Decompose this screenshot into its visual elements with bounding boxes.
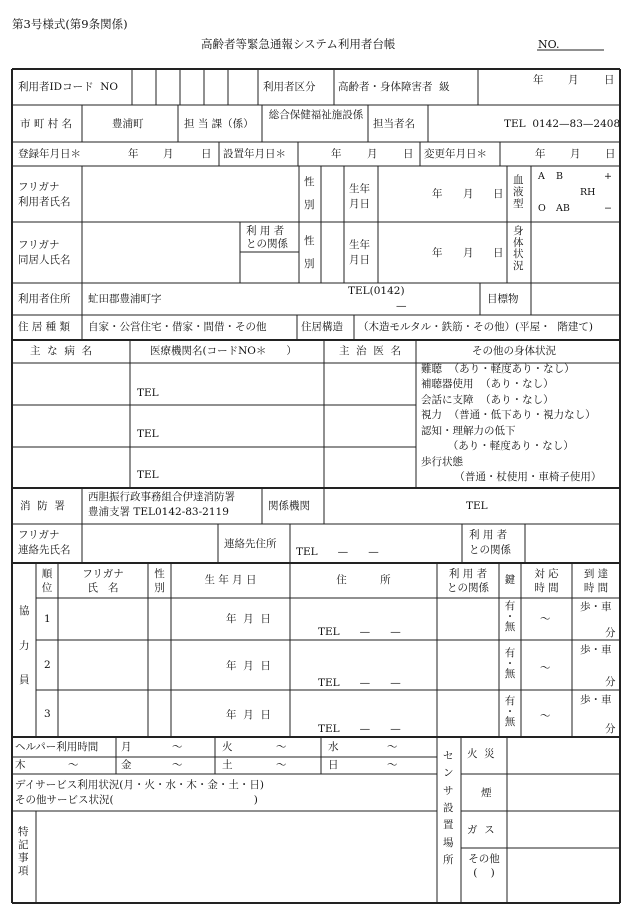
physical-condition-label: 身 体 状 況 <box>513 225 524 272</box>
helper-row-3-key: 有 ・ 無 <box>504 695 516 728</box>
user-birth-month: 月 <box>463 188 474 200</box>
day-tue-tilde: 〜 <box>276 741 287 753</box>
fire-station-label: 消 防 署 <box>20 500 65 512</box>
related-agency-tel: TEL <box>466 500 488 512</box>
cohabitant-birth-month: 月 <box>463 247 474 259</box>
condition-walking: 歩行状態 <box>421 456 463 468</box>
row1-day: 日 <box>604 74 615 86</box>
day-sun-label: 日 <box>328 759 339 771</box>
doctor-column-header: 主 治 医 名 <box>339 345 402 357</box>
sensor-other: その他 ( ) <box>468 853 500 880</box>
user-name-label: フリガナ 利用者氏名 <box>18 181 71 209</box>
cohabitant-birth-year: 年 <box>432 247 443 259</box>
blood-type-label: 血 液 型 <box>513 174 524 211</box>
change-date-label: 変更年月日＊ <box>424 148 487 160</box>
contact-tel: TEL — — <box>296 546 379 558</box>
user-birth-label: 生年 月日 <box>349 183 370 210</box>
blood-o: O <box>538 203 546 214</box>
person-label: 担当者名 <box>373 118 415 130</box>
helper-row-3-minutes: 分 <box>605 723 616 735</box>
day-thu-tilde: 〜 <box>68 759 79 771</box>
helper-row-3-response: 〜 <box>540 710 551 722</box>
user-address-value: 虻田郡豊浦町字 <box>88 293 162 305</box>
condition-cognition-options: （あり・軽度あり・なし） <box>421 440 574 452</box>
helper-row-3-birth: 年 月 日 <box>226 709 271 721</box>
institution-tel-2: TEL <box>137 428 159 440</box>
user-tel-dash: — <box>396 300 407 312</box>
contact-address-label: 連絡先住所 <box>224 538 277 550</box>
day-mon-tilde: 〜 <box>172 741 183 753</box>
helpers-side-label: 協 力 員 <box>19 605 30 687</box>
landmark-label: 目標物 <box>487 293 519 305</box>
user-sex-label: 性 別 <box>304 176 315 212</box>
condition-vision: 視力 （普通・低下あり・視力なし） <box>421 409 596 421</box>
row1-month: 月 <box>568 74 579 86</box>
rh-plus: + <box>604 171 612 182</box>
dept-label: 担 当 課（係） <box>184 118 254 130</box>
install-day: 日 <box>403 148 414 160</box>
day-mon-label: 月 <box>121 741 132 753</box>
helper-row-1-tel: TEL — — <box>318 626 401 638</box>
day-fri-tilde: 〜 <box>172 759 183 771</box>
house-structure-value: （木造モルタル・鉄筋・その他）(平屋・ 階建て) <box>358 321 593 333</box>
install-month: 月 <box>367 148 378 160</box>
helper-arrival-header: 到 達 時 間 <box>583 568 609 594</box>
helper-row-2-birth: 年 月 日 <box>226 660 271 672</box>
user-tel-prefix: TEL(0142) <box>348 285 405 297</box>
helper-response-header: 対 応 時 間 <box>534 568 559 594</box>
blood-b: B <box>556 171 563 182</box>
registration-date-label: 登録年月日＊ <box>18 148 81 160</box>
institution-tel-1: TEL <box>137 387 159 399</box>
helper-row-3-tel: TEL — — <box>318 723 401 735</box>
day-wed-label: 水 <box>328 741 339 753</box>
sensor-gas: ガ ス <box>467 824 495 836</box>
reg-month: 月 <box>163 148 174 160</box>
cohabitant-relation-label: 利 用 者 との関係 <box>246 225 288 251</box>
user-category-label: 利用者区分 <box>263 81 316 93</box>
helper-row-3-order: 3 <box>44 708 51 720</box>
disease-column-header: 主 な 病 名 <box>30 345 93 357</box>
helper-row-2-response: 〜 <box>540 662 551 674</box>
user-birth-year: 年 <box>432 188 443 200</box>
reg-year: 年 <box>128 148 139 160</box>
day-sun-tilde: 〜 <box>387 759 398 771</box>
day-fri-label: 金 <box>121 759 132 771</box>
helper-order-header: 順 位 <box>41 568 53 594</box>
helper-name-header: フリガナ 氏 名 <box>82 568 124 594</box>
helper-relation-header: 利 用 者 との関係 <box>447 568 489 594</box>
institution-tel-3: TEL <box>137 469 159 481</box>
helper-row-1-key: 有 ・ 無 <box>504 600 516 633</box>
helper-row-1-birth: 年 月 日 <box>226 613 271 625</box>
helper-address-header: 住 所 <box>336 574 391 586</box>
municipality-value: 豊浦町 <box>112 118 144 130</box>
condition-hearing-aid: 補聴器使用 （あり・なし） <box>421 378 554 390</box>
condition-walking-options: （普通・杖使用・車椅子使用） <box>421 471 602 483</box>
cohabitant-birth-day: 日 <box>493 247 504 259</box>
municipality-label: 市 町 村 名 <box>20 118 73 130</box>
dept-tel: TEL 0142—83—2408 <box>504 118 621 130</box>
related-agency-label: 関係機関 <box>268 500 310 512</box>
condition-cognition: 認知・理解力の低下 <box>421 425 516 437</box>
rh-label: RH <box>580 187 596 198</box>
other-condition-column-header: その他の身体状況 <box>472 345 556 357</box>
change-year: 年 <box>535 148 546 160</box>
helper-time-label: ヘルパー利用時間 <box>15 741 99 753</box>
form-title: 高齢者等緊急通報システム利用者台帳 <box>201 37 396 51</box>
day-sat-tilde: 〜 <box>276 759 287 771</box>
sensor-smoke: 煙 <box>481 787 492 799</box>
user-id-label: 利用者IDコード NO <box>18 81 119 93</box>
contact-name-label: フリガナ 連絡先氏名 <box>18 529 71 557</box>
change-day: 日 <box>605 148 616 160</box>
reg-day: 日 <box>201 148 212 160</box>
user-address-label: 利用者住所 <box>18 293 71 305</box>
fire-station-value: 西胆振行政事務組合伊達消防署 豊浦支署 TEL0142-83-2119 <box>88 491 235 519</box>
row1-year: 年 <box>533 74 544 86</box>
sensor-location-label: セ ン サ 設 置 場 所 <box>443 750 454 866</box>
helper-row-2-tel: TEL — — <box>318 677 401 689</box>
institution-column-header: 医療機関名(コードNO＊ ） <box>150 345 297 357</box>
rh-minus: − <box>604 203 612 214</box>
helper-row-1-response: 〜 <box>540 613 551 625</box>
blood-ab: AB <box>556 203 570 214</box>
helper-sex-header: 性 別 <box>154 568 165 594</box>
helper-row-1-walk-car: 歩・車 <box>580 601 612 613</box>
day-sat-label: 土 <box>222 759 233 771</box>
helper-row-3-walk-car: 歩・車 <box>580 694 612 706</box>
user-category-value: 高齢者・身体障害者 級 <box>338 81 450 93</box>
blood-a: A <box>538 171 545 182</box>
sensor-fire: 火 災 <box>467 748 495 760</box>
helper-key-header: 鍵 <box>504 574 516 586</box>
house-structure-label: 住居構造 <box>301 321 343 333</box>
day-tue-label: 火 <box>222 741 233 753</box>
day-service-status: デイサービス利用状況(月・火・水・木・金・土・日) <box>15 779 264 791</box>
other-service-status: その他サービス状況( ) <box>15 794 258 806</box>
install-year: 年 <box>331 148 342 160</box>
dept-value: 総合保健福祉施設係 <box>268 109 364 121</box>
helper-row-2-minutes: 分 <box>605 676 616 688</box>
helper-birth-header: 生 年 月 日 <box>204 574 257 586</box>
cohabitant-birth-label: 生年 月日 <box>349 239 370 266</box>
form-number: 第3号様式(第9条関係) <box>12 17 128 31</box>
helper-row-1-order: 1 <box>44 613 51 625</box>
special-notes-label: 特 記 事 項 <box>18 826 29 878</box>
contact-relation-label: 利 用 者 との関係 <box>469 529 511 557</box>
house-type-label: 住 居 種 類 <box>18 321 71 333</box>
condition-speech: 会話に支障 （あり・なし） <box>421 394 554 406</box>
form-no-label: NO. <box>538 38 560 51</box>
cohabitant-sex-label: 性 別 <box>304 235 315 271</box>
day-wed-tilde: 〜 <box>387 741 398 753</box>
house-type-value: 自家・公営住宅・借家・間借・その他 <box>88 321 267 333</box>
helper-row-1-minutes: 分 <box>605 627 616 639</box>
helper-row-2-key: 有 ・ 無 <box>504 647 516 680</box>
helper-row-2-order: 2 <box>44 659 51 671</box>
install-date-label: 設置年月日＊ <box>223 148 286 160</box>
day-thu-label: 木 <box>15 759 26 771</box>
condition-hearing: 難聴 （あり・軽度あり・なし） <box>421 363 575 375</box>
helper-row-2-walk-car: 歩・車 <box>580 644 612 656</box>
change-month: 月 <box>570 148 581 160</box>
cohabitant-name-label: フリガナ 同居人氏名 <box>18 239 71 267</box>
user-birth-day: 日 <box>493 188 504 200</box>
